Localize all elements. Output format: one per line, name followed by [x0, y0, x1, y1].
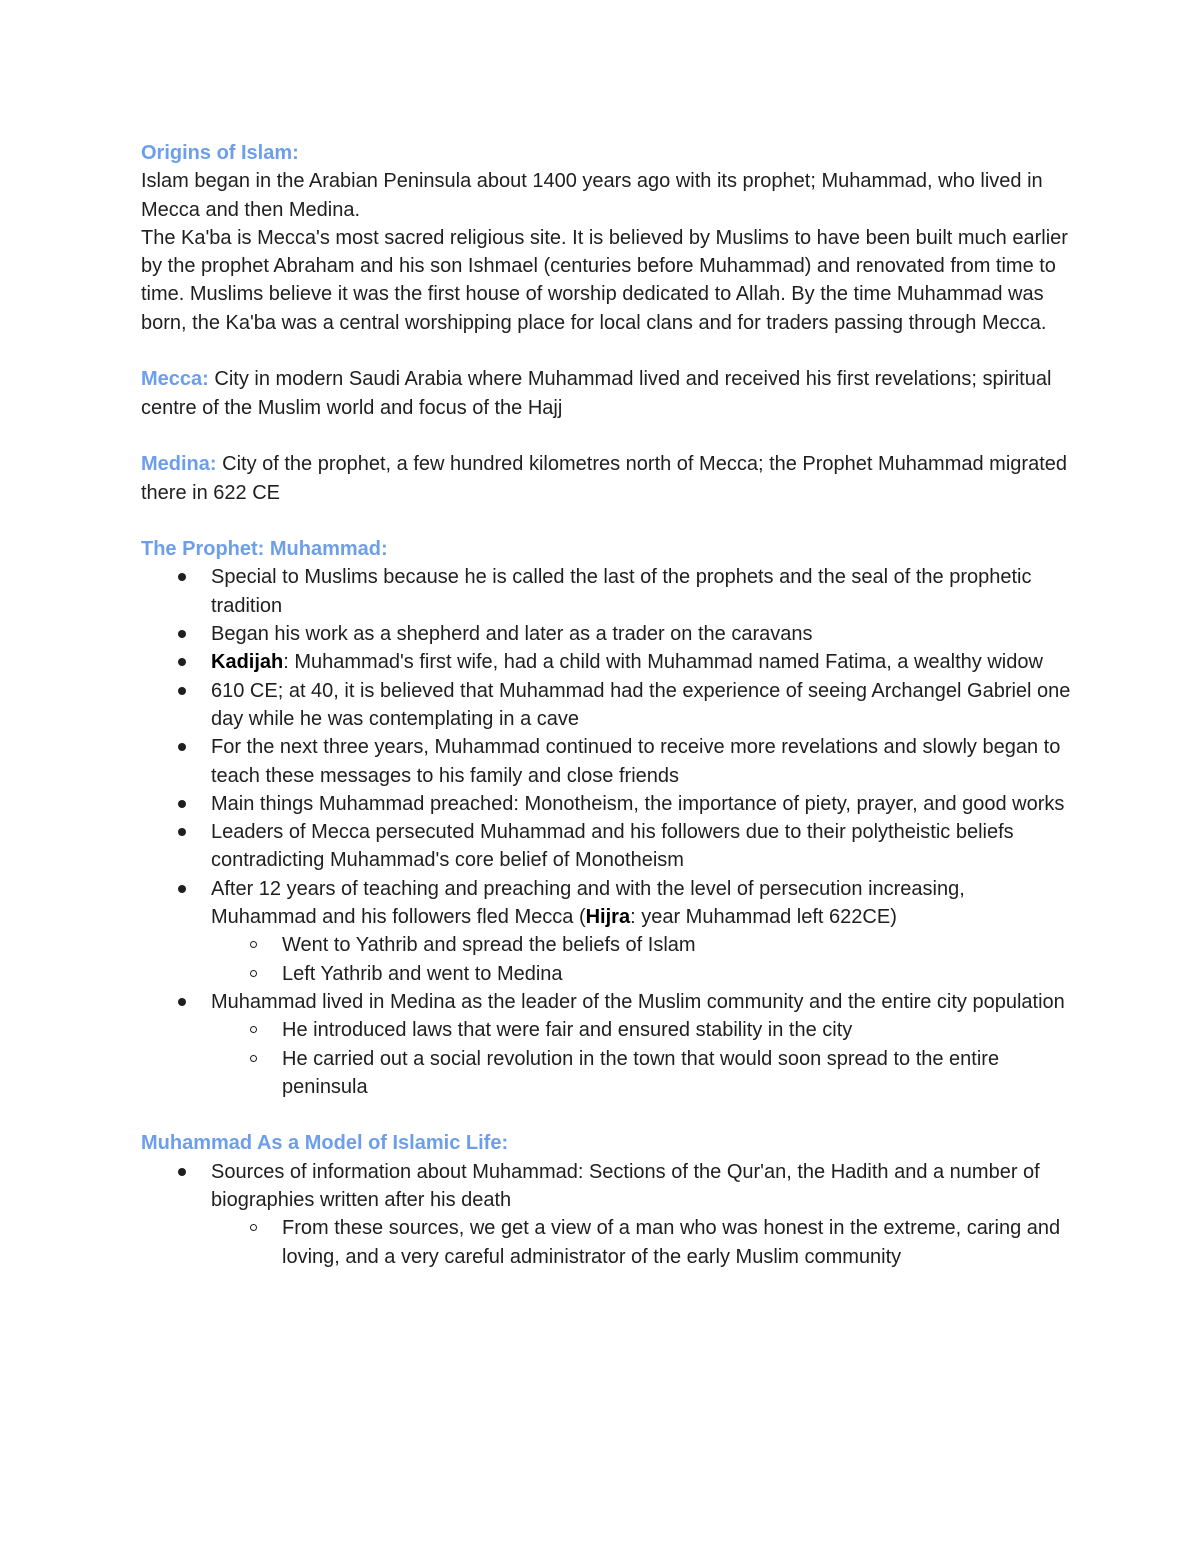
model-heading: Muhammad As a Model of Islamic Life: [141, 1132, 509, 1155]
list-item: After 12 years of teaching and preaching and with the level of persecution increasing, Muhammad and his followers fled Mecca (Hijra: year Muhammad left 622CE) Went to Yathrib and spread the beliefs of Islam Left Yathrib and went to Medina [141, 875, 1071, 988]
mecca-label: Mecca: [141, 368, 209, 391]
sub-list [211, 1016, 1071, 1101]
list-item: For the next three years, Muhammad continued to receive more revelations and slowly began to teach these messages to his family and close friends [141, 733, 1071, 790]
hollow-bullet-icon [250, 1055, 257, 1062]
origins-paragraph-1: Islam began in the Arabian Peninsula about 1400 years ago with its prophet; Muhammad, who lived in Mecca and then Medina. [141, 170, 1043, 221]
bullet-icon [178, 1168, 186, 1176]
list-item: Muhammad lived in Medina as the leader of the Muslim community and the entire city population He introduced laws that were fair and ensured stability in the city He carried out a social revolution in the town that would soon spread to the entire peninsula [141, 988, 1071, 1101]
bullet-icon [178, 630, 186, 638]
list-item: Kadijah: Muhammad's first wife, had a child with Muhammad named Fatima, a wealthy widow [141, 648, 1071, 676]
sub-list-item: From these sources, we get a view of a man who was honest in the extreme, caring and loving, and a very careful administrator of the early Muslim community [211, 1214, 1071, 1271]
hollow-bullet-icon [250, 1026, 257, 1033]
medina-definition [141, 450, 1071, 507]
list-item: Main things Muhammad preached: Monotheism, the importance of piety, prayer, and good works [141, 790, 1071, 818]
medina-text: City of the prophet, a few hundred kilometres north of Mecca; the Prophet Muhammad migrated there in 622 CE [141, 453, 1067, 504]
list-item: Leaders of Mecca persecuted Muhammad and his followers due to their polytheistic beliefs contradicting Muhammad's core belief of Monotheism [141, 818, 1071, 875]
list-item: Began his work as a shepherd and later as a trader on the caravans [141, 620, 1071, 648]
mecca-definition [141, 365, 1071, 422]
hollow-bullet-icon [250, 941, 257, 948]
bullet-icon [178, 800, 186, 808]
kadijah-term: Kadijah [211, 651, 284, 674]
hollow-bullet-icon [250, 1224, 257, 1231]
medina-label: Medina: [141, 453, 217, 476]
bullet-icon [178, 885, 186, 893]
bullet-icon [178, 828, 186, 836]
prophet-list [141, 563, 1071, 1101]
bullet-icon [178, 658, 186, 666]
bullet-icon [178, 998, 186, 1006]
origins-heading: Origins of Islam: [141, 142, 299, 164]
origins-paragraph-2: The Ka'ba is Mecca's most sacred religious site. It is believed by Muslims to have been built much earlier by the prophet Abraham and his son Ishmael (centuries before Muhammad) and renovated from time to time. Muslims believe it was the first house of worship dedicated to Allah. By the time Muhammad was born, the Ka'ba was a central worshipping place for local clans and for traders passing through Mecca. [141, 226, 1068, 334]
hijra-term: Hijra [585, 906, 631, 929]
document-body [141, 139, 1071, 1271]
sub-list [211, 931, 1071, 988]
list-item: Special to Muslims because he is called the last of the prophets and the seal of the prophetic tradition [141, 563, 1071, 620]
sub-list-item: Left Yathrib and went to Medina [211, 960, 1071, 988]
sub-list-item: Went to Yathrib and spread the beliefs of Islam [211, 931, 1071, 959]
sub-list-item: He introduced laws that were fair and ensured stability in the city [211, 1016, 1071, 1044]
model-list [141, 1158, 1071, 1271]
sub-list-item: He carried out a social revolution in the town that would soon spread to the entire peninsula [211, 1045, 1071, 1102]
prophet-heading: The Prophet: Muhammad: [141, 538, 388, 561]
list-item: Sources of information about Muhammad: Sections of the Qur'an, the Hadith and a number of biographies written after his death From these sources, we get a view of a man who was honest in the extreme, caring and loving, and a very careful administrator of the early Muslim community [141, 1158, 1071, 1271]
list-item: 610 CE; at 40, it is believed that Muhammad had the experience of seeing Archangel Gabriel one day while he was contemplating in a cave [141, 677, 1071, 734]
bullet-icon [178, 573, 186, 581]
sub-list [211, 1214, 1071, 1271]
hollow-bullet-icon [250, 970, 257, 977]
mecca-text: City in modern Saudi Arabia where Muhammad lived and received his first revelations; spiritual centre of the Muslim world and focus of the Hajj [141, 368, 1052, 419]
bullet-icon [178, 687, 186, 695]
bullet-icon [178, 743, 186, 751]
